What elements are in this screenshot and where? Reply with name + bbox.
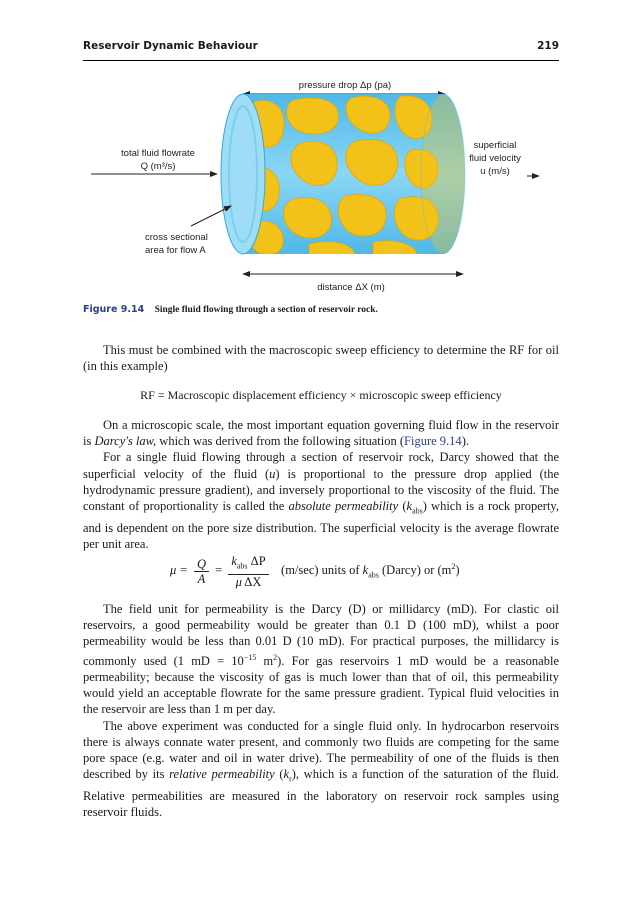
paragraph-2: On a microscopic scale, the most important equation governing fluid flow in the reservoir is Darcy's law, which was derived from the following situation (Figure 9.14).	[83, 418, 559, 449]
running-head-title: Reservoir Dynamic Behaviour	[83, 40, 258, 52]
label-area-line2: area for flow A	[145, 245, 206, 256]
body-block-2	[83, 601, 559, 820]
paragraph-3: For a single fluid flowing through a section of reservoir rock, Darcy showed that the superficial velocity of the fluid (u) is proportional to the pressure drop applied (the hydrodynamic pressure gradient), and inversely proportional to the viscosity of the fluid. The constant of proportionality is called the absolute permeability $(k_{abs})$ which is a rock property, and is dependent on the pore size distribution. The superficial velocity is the average flowrate per unit area.	[83, 450, 559, 551]
paragraph-4: The field unit for permeability is the Darcy (D) or millidarcy (mD). For clastic oil reservoirs, a good permeability would be greater than 0.1 D (100 mD), whilst a poor permeability would be less than 0.01 D (10 mD). For practical purposes, the millidarcy is commonly used (1 mD = $10^{-15}$ $m^2$). For gas reservoirs 1 mD would be a reasonable permeability; because the viscosity of gas is much lower than that of oil, this permeability would yield an acceptable flowrate for the same pressure gradient. Typical fluid velocities in the reservoir are less than 1 m per day.	[83, 602, 559, 717]
darcy-cylinder-diagram	[83, 72, 559, 302]
rock-cylinder	[221, 94, 465, 258]
term-darcys-law: Darcy's law,	[94, 434, 157, 449]
paragraph-1-text: This must be combined with the macroscopic sweep efficiency to determine the RF for oil (in this example)	[83, 343, 559, 374]
label-velocity-line3: u (m/s)	[480, 166, 510, 177]
label-distance: distance ΔX (m)	[317, 282, 385, 293]
label-velocity-line1: superficial	[473, 140, 517, 151]
figure-reference-link[interactable]: Figure 9.14	[404, 434, 462, 449]
body-block-1	[83, 417, 559, 552]
label-area-line1: cross sectional	[145, 232, 208, 243]
fraction-kdp-over-mudx: $\frac{k_{abs} \Delta P}{\text{μ ΔX}}$	[228, 554, 268, 589]
running-head	[83, 38, 559, 61]
label-flowrate-line2: Q (m³/s)	[140, 161, 176, 172]
paragraph-1	[83, 342, 559, 374]
caption-number: Figure 9.14	[83, 304, 145, 315]
term-relative-permeability: relative permeability	[169, 767, 275, 782]
page-number: 219	[537, 40, 559, 52]
figure-darcy-diagram	[83, 72, 559, 302]
paragraph-5: The above experiment was conducted for a single fluid only. In hydrocarbon reservoirs there is always connate water present, and commonly two fluids are competing for the same pore space (e.g. water and oil in water drive). The permeability of one of the fluids is then described by its relative permeability $(k_r)$, which is a function of the saturation of the fluid. Relative permeabilities are measured in the laboratory on reservoir rock samples using reservoir fluids.	[83, 718, 559, 820]
term-absolute-permeability: absolute permeability	[288, 499, 399, 514]
label-pressure-drop: pressure drop Δp (pa)	[298, 80, 392, 91]
fraction-q-over-a: $\frac{Q}{A}$	[194, 557, 209, 586]
equation-darcy: μ = $\frac{Q}{A}$ = $\frac{k_{abs} \Delta P}{\text{μ ΔX}}$ (m/sec) units of $k_{abs}$ (Darcy) or $(m^2)$	[170, 554, 460, 589]
label-velocity-line2: fluid velocity	[469, 153, 521, 164]
equation-rf: RF = Macroscopic displacement efficiency × microscopic sweep efficiency	[140, 388, 502, 402]
figure-caption	[83, 304, 559, 315]
label-flowrate-line1: total fluid flowrate	[121, 148, 195, 159]
caption-text: Single fluid flowing through a section of reservoir rock.	[154, 305, 378, 315]
